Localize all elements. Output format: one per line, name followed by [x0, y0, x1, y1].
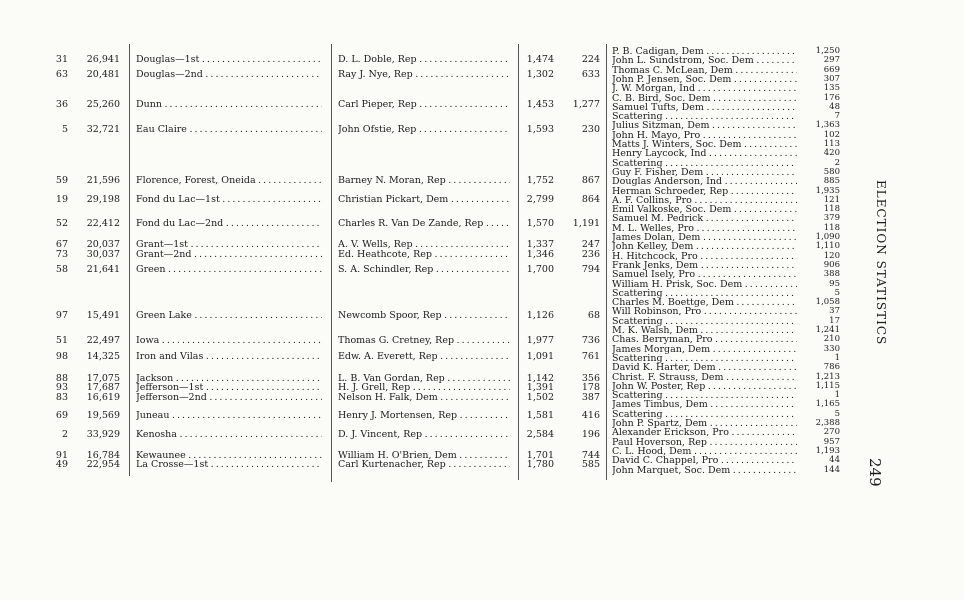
plurality: 196: [581, 429, 600, 440]
candidate-name: Charles M. Boettge, Dem . . .: [612, 298, 797, 307]
column-rule: [518, 44, 519, 480]
candidate-name: Scattering . . .: [612, 289, 797, 298]
plurality: 744: [581, 450, 600, 461]
elected-member: H. J. Grell, Rep . . .: [338, 383, 510, 393]
elected-member: Charles R. Van De Zande, Rep . . .: [338, 219, 510, 229]
population: 33,929: [86, 429, 120, 440]
candidate-name: P. B. Cadigan, Dem . . .: [612, 47, 797, 56]
candidate-votes: 118: [823, 204, 840, 215]
district-number: 63: [55, 69, 68, 80]
population: 16,784: [86, 450, 120, 461]
running-title: ELECTION STATISTICS: [874, 180, 888, 346]
candidate-name: Scattering . . .: [612, 317, 797, 326]
candidate-votes: 7: [834, 111, 840, 122]
district-number: 36: [55, 99, 68, 110]
candidate-name: Scattering . . .: [612, 159, 797, 168]
population: 22,954: [86, 459, 120, 470]
candidate-name: John P. Spartz, Dem . . .: [612, 419, 797, 428]
candidate-name: William H. Prisk, Soc. Dem . . .: [612, 280, 797, 289]
district-number: 51: [55, 335, 68, 346]
candidate-votes: 270: [823, 427, 840, 438]
district-number: 88: [55, 373, 68, 384]
candidate-votes: 1,165: [815, 399, 840, 410]
plurality: 1,191: [572, 218, 600, 229]
candidate-name: Frank Jenks, Dem . . .: [612, 261, 797, 270]
candidate-votes: 1,090: [815, 232, 840, 242]
candidate-votes: 379: [823, 213, 840, 224]
candidate-name: Samuel Isely, Pro . . .: [612, 270, 797, 279]
candidate-votes: 307: [823, 73, 840, 84]
plurality: 230: [581, 124, 600, 135]
district-name: Douglas—1st . . .: [136, 55, 322, 65]
candidate-votes: 2,388: [815, 418, 840, 428]
vote-count: 1,752: [526, 175, 554, 186]
district-number: 67: [55, 239, 68, 250]
candidate-votes: 420: [823, 148, 840, 159]
candidate-name: John Kelley, Dem . . .: [612, 242, 797, 251]
vote-count: 1,977: [526, 335, 554, 346]
vote-count: 1,391: [526, 382, 554, 393]
district-name: Green . . .: [136, 265, 322, 275]
candidate-votes: 388: [823, 269, 840, 280]
plurality: 1,277: [572, 99, 600, 110]
elected-member: William H. O'Brien, Dem . . .: [338, 451, 510, 461]
candidate-votes: 885: [823, 176, 840, 187]
candidate-name: M. K. Walsh, Dem . . .: [612, 326, 797, 335]
candidate-name: Julius Sitzman, Dem . . .: [612, 121, 797, 130]
population: 30,037: [86, 249, 120, 260]
candidate-name: Matts J. Winters, Soc. Dem . . .: [612, 140, 797, 149]
district-name: Douglas—2nd . . .: [136, 70, 322, 80]
population: 20,037: [86, 239, 120, 250]
district-name: Fond du Lac—2nd . . .: [136, 219, 322, 229]
candidate-name: Douglas Anderson, Ind . . .: [612, 177, 797, 186]
elected-member: Edw. A. Everett, Rep . . .: [338, 352, 510, 362]
district-number: 97: [55, 310, 68, 321]
district-name: Jackson . . .: [136, 374, 322, 384]
vote-count: 1,474: [526, 54, 554, 65]
vote-count: 1,337: [526, 239, 554, 250]
elected-member: Newcomb Spoor, Rep . . .: [338, 311, 510, 321]
district-number: 98: [55, 351, 68, 362]
candidate-votes: 1,213: [815, 371, 840, 382]
candidate-name: Scattering . . .: [612, 112, 797, 121]
population: 21,596: [86, 175, 120, 186]
population: 22,497: [86, 335, 120, 346]
candidate-name: John H. Mayo, Pro . . .: [612, 131, 797, 140]
candidate-votes: 1,193: [815, 445, 840, 456]
candidate-votes: 102: [823, 129, 840, 140]
elected-member: Barney N. Moran, Rep . . .: [338, 176, 510, 186]
vote-count: 1,700: [526, 264, 554, 275]
candidate-votes: 1,115: [815, 380, 840, 391]
candidate-votes: 17: [829, 315, 840, 326]
elected-member: L. B. Van Gordan, Rep . . .: [338, 374, 510, 384]
candidate-votes: 906: [823, 259, 840, 270]
plurality: 178: [581, 382, 600, 393]
candidate-votes: 1,058: [815, 297, 840, 308]
candidate-name: J. W. Morgan, Ind . . .: [612, 84, 797, 93]
candidate-name: John W. Poster, Rep . . .: [612, 382, 797, 391]
elected-member: John Ofstie, Rep . . .: [338, 125, 510, 135]
candidate-name: James Timbus, Dem . . .: [612, 400, 797, 409]
candidate-votes: 176: [823, 92, 840, 103]
plurality: 68: [587, 310, 600, 321]
district-number: 91: [55, 450, 68, 461]
plurality: 736: [581, 335, 600, 346]
population: 32,721: [86, 124, 120, 135]
candidate-name: Samuel M. Pedrick . . .: [612, 214, 797, 223]
elected-member: Thomas G. Cretney, Rep . . .: [338, 336, 510, 346]
column-rule: [129, 44, 130, 476]
candidate-votes: 5: [834, 408, 840, 419]
district-name: La Crosse—1st . . .: [136, 460, 322, 470]
candidate-name: Alexander Erickson, Pro . . .: [612, 428, 797, 437]
candidate-votes: 957: [823, 436, 840, 447]
candidate-votes: 118: [823, 222, 840, 233]
population: 19,569: [86, 410, 120, 421]
district-number: 19: [55, 194, 68, 205]
candidate-votes: 330: [823, 343, 840, 354]
district-name: Iowa . . .: [136, 336, 322, 346]
district-name: Grant—1st . . .: [136, 240, 322, 250]
population: 15,491: [86, 310, 120, 321]
population: 21,641: [86, 264, 120, 275]
vote-count: 1,302: [526, 69, 554, 80]
vote-count: 1,593: [526, 124, 554, 135]
population: 25,260: [86, 99, 120, 110]
district-name: Iron and Vilas . . .: [136, 352, 322, 362]
candidate-name: James Morgan, Dem . . .: [612, 345, 797, 354]
plurality: 236: [581, 249, 600, 260]
candidate-name: Herman Schroeder, Rep . . .: [612, 187, 797, 196]
plurality: 356: [581, 373, 600, 384]
candidate-votes: 48: [829, 101, 840, 112]
elected-member: A. V. Wells, Rep . . .: [338, 240, 510, 250]
candidate-votes: 113: [823, 139, 840, 149]
candidate-votes: 95: [829, 278, 840, 289]
vote-count: 1,126: [526, 310, 554, 321]
candidate-name: Scattering . . .: [612, 391, 797, 400]
elected-member: Carl Kurtenacher, Rep . . .: [338, 460, 510, 470]
district-name: Kewaunee . . .: [136, 451, 322, 461]
candidate-votes: 135: [823, 83, 840, 94]
district-number: 73: [55, 249, 68, 260]
candidate-votes: 37: [829, 306, 840, 317]
district-number: 31: [55, 54, 68, 65]
candidate-votes: 1,250: [815, 46, 840, 56]
vote-count: 1,581: [526, 410, 554, 421]
elected-member: Carl Pieper, Rep . . .: [338, 100, 510, 110]
district-number: 83: [55, 392, 68, 403]
vote-count: 1,701: [526, 450, 554, 461]
district-name: Green Lake . . .: [136, 311, 322, 321]
population: 17,687: [86, 382, 120, 393]
candidate-name: C. L. Hood, Dem . . .: [612, 447, 797, 456]
plurality: 761: [581, 351, 600, 362]
candidate-name: Henry Laycock, Ind . . .: [612, 149, 797, 158]
district-number: 59: [55, 175, 68, 186]
district-name: Juneau . . .: [136, 411, 322, 421]
district-name: Jefferson—2nd . . .: [136, 393, 322, 403]
plurality: 416: [581, 410, 600, 421]
population: 26,941: [86, 54, 120, 65]
district-name: Florence, Forest, Oneida . . .: [136, 176, 322, 186]
candidate-name: Paul Hoverson, Rep . . .: [612, 438, 797, 447]
vote-count: 1,570: [526, 218, 554, 229]
column-rule: [331, 44, 332, 482]
candidate-name: James Dolan, Dem . . .: [612, 233, 797, 242]
candidate-votes: 669: [823, 64, 840, 75]
vote-count: 1,453: [526, 99, 554, 110]
candidate-name: Christ. F. Strauss, Dem . . .: [612, 373, 797, 382]
plurality: 794: [581, 264, 600, 275]
candidate-name: David C. Chappel, Pro . . .: [612, 456, 797, 465]
candidate-votes: 144: [823, 464, 840, 475]
candidate-name: Scattering . . .: [612, 354, 797, 363]
district-number: 58: [55, 264, 68, 275]
candidate-name: David K. Harter, Dem . . .: [612, 363, 797, 372]
candidate-name: Will Robinson, Pro . . .: [612, 307, 797, 316]
candidate-name: M. L. Welles, Pro . . .: [612, 224, 797, 233]
candidate-name: Samuel Tufts, Dem . . .: [612, 103, 797, 112]
candidate-name: John L. Sundstrom, Soc. Dem . . .: [612, 56, 797, 65]
district-name: Jefferson—1st . . .: [136, 383, 322, 393]
district-number: 52: [55, 218, 68, 229]
candidate-votes: 297: [823, 55, 840, 66]
district-name: Grant—2nd . . .: [136, 250, 322, 260]
plurality: 387: [581, 392, 600, 403]
vote-count: 2,584: [526, 429, 554, 440]
population: 22,412: [86, 218, 120, 229]
candidate-votes: 786: [823, 362, 840, 373]
candidate-votes: 1: [834, 352, 840, 363]
elected-member: Ray J. Nye, Rep . . .: [338, 70, 510, 80]
vote-count: 1,346: [526, 249, 554, 260]
candidate-votes: 1,110: [815, 241, 840, 252]
elected-member: D. L. Doble, Rep . . .: [338, 55, 510, 65]
candidate-name: Thomas C. McLean, Dem . . .: [612, 66, 797, 75]
column-rule: [606, 44, 607, 480]
district-number: 93: [55, 382, 68, 393]
elected-member: D. J. Vincent, Rep . . .: [338, 430, 510, 440]
candidate-name: Guy F. Fisher, Dem . . .: [612, 168, 797, 177]
elected-member: Christian Pickart, Dem . . .: [338, 195, 510, 205]
candidate-votes: 120: [823, 250, 840, 261]
district-number: 2: [61, 429, 68, 440]
candidate-votes: 5: [834, 287, 840, 298]
candidate-name: John Marquet, Soc. Dem . . .: [612, 466, 797, 475]
candidate-name: Chas. Berryman, Pro . . .: [612, 335, 797, 344]
plurality: 633: [581, 69, 600, 80]
population: 29,198: [86, 194, 120, 205]
elected-member: S. A. Schindler, Rep . . .: [338, 265, 510, 275]
candidate-votes: 1,241: [815, 325, 840, 335]
vote-count: 1,091: [526, 351, 554, 362]
vote-count: 2,799: [526, 194, 554, 205]
candidate-votes: 1: [834, 390, 840, 401]
plurality: 864: [581, 194, 600, 205]
elected-member: Ed. Heathcote, Rep . . .: [338, 250, 510, 260]
candidate-name: Scattering . . .: [612, 410, 797, 419]
plurality: 224: [581, 54, 600, 65]
population: 17,075: [86, 373, 120, 384]
candidate-votes: 580: [823, 166, 840, 177]
district-name: Fond du Lac—1st . . .: [136, 195, 322, 205]
candidate-name: John P. Jensen, Soc. Dem . . .: [612, 75, 797, 84]
population: 14,325: [86, 351, 120, 362]
candidate-votes: 210: [823, 334, 840, 345]
vote-count: 1,142: [526, 373, 554, 384]
candidate-name: Emil Valkoske, Soc. Dem . . .: [612, 205, 797, 214]
vote-count: 1,780: [526, 459, 554, 470]
district-number: 49: [55, 459, 68, 470]
district-name: Dunn . . .: [136, 100, 322, 110]
candidate-name: A. F. Collins, Pro . . .: [612, 196, 797, 205]
elected-member: Nelson H. Falk, Dem . . .: [338, 393, 510, 403]
district-name: Eau Claire . . .: [136, 125, 322, 135]
district-number: 5: [61, 124, 68, 135]
candidate-votes: 121: [823, 194, 840, 205]
elected-member: Henry J. Mortensen, Rep . . .: [338, 411, 510, 421]
candidate-name: H. Hitchcock, Pro . . .: [612, 252, 797, 261]
population: 16,619: [86, 392, 120, 403]
district-name: Kenosha . . .: [136, 430, 322, 440]
candidate-votes: 1,935: [815, 185, 840, 196]
candidate-votes: 44: [829, 455, 840, 466]
population: 20,481: [86, 69, 120, 80]
candidate-name: C. B. Bird, Soc. Dem . . .: [612, 94, 797, 103]
district-number: 69: [55, 410, 68, 421]
plurality: 585: [581, 459, 600, 470]
page-number: 249: [866, 458, 884, 487]
vote-count: 1,502: [526, 392, 554, 403]
candidate-votes: 1,363: [815, 120, 840, 131]
candidate-votes: 2: [834, 157, 840, 168]
plurality: 867: [581, 175, 600, 186]
plurality: 247: [581, 239, 600, 250]
